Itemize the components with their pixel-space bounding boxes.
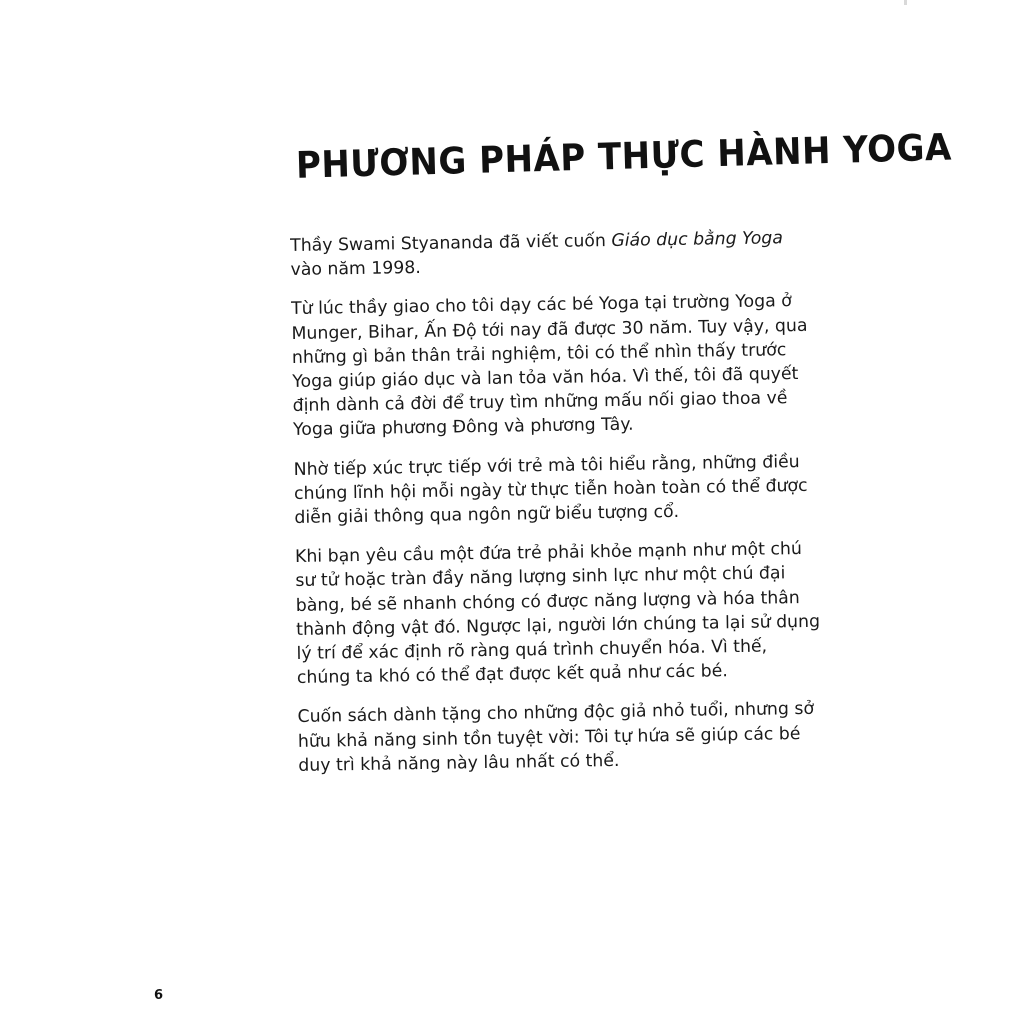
page-number: 6 xyxy=(154,988,164,1003)
body-text xyxy=(290,226,827,793)
page-title: PHƯƠNG PHÁP THỰC HÀNH YOGA xyxy=(295,126,953,188)
scan-mark xyxy=(904,0,907,5)
paragraph-4: Khi bạn yêu cầu một đứa trẻ phải khỏe mạnh như một chú sư tử hoặc tràn đầy năng lượng sinh lực như một chú đại bàng, bé sẽ nhanh chóng có được năng lượng và hóa thân thành động vật đó. Ngược lại, người lớn chúng ta lại sử dụng lý trí để xác định rõ ràng quá trình chuyển hóa. Vì thế, chúng ta khó có thể đạt được kết quả như các bé. xyxy=(294,539,821,689)
paragraph-1-text-end: vào năm 1998. xyxy=(290,258,421,281)
paragraph-5: Cuốn sách dành tặng cho những độc giả nhỏ tuổi, nhưng sở hữu khả năng sinh tồn tuyệt vời: Tôi tự hứa sẽ giúp các bé duy trì khả năng này lâu nhất có thể. xyxy=(297,699,815,776)
paragraph-2: Từ lúc thầy giao cho tôi dạy các bé Yoga tại trường Yoga ở Munger, Bihar, Ấn Độ tới nay đã được 30 năm. Tuy vậy, qua những gì bản thân trải nghiệm, tôi có thể nhìn thấy trước Yoga giúp giáo dục và lan tỏa văn hóa. Vì thế, tôi đã quyết định dành cả đời để truy tìm những mấu nối giao thoa về Yoga giữa phương Đông và phương Tây. xyxy=(291,291,808,441)
paragraph-3: Nhờ tiếp xúc trực tiếp với trẻ mà tôi hiểu rằng, những điều chúng lĩnh hội mỗi ngày từ thực tiễn hoàn toàn có thể được diễn giải thông qua ngôn ngữ biểu tượng cổ. xyxy=(293,451,808,528)
book-title: Giáo dục bằng Yoga xyxy=(611,228,784,251)
paragraph-1-text-start: Thầy Swami Styananda đã viết cuốn xyxy=(290,230,612,256)
paragraph-1 xyxy=(290,226,819,283)
